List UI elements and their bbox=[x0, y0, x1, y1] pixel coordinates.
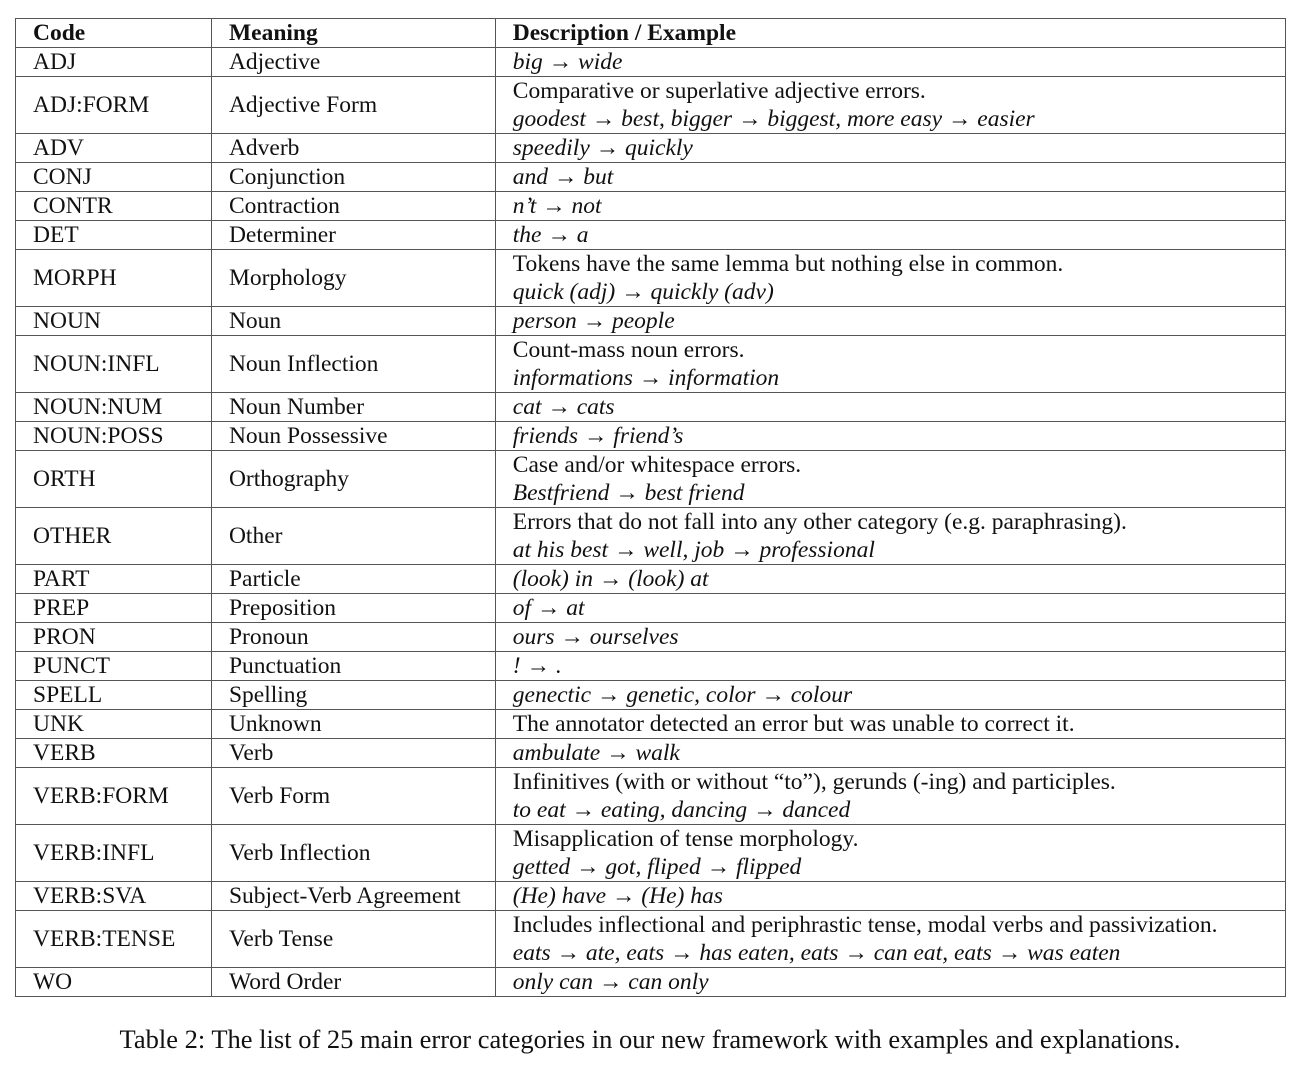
example-text: only can → can only bbox=[512, 969, 709, 995]
table-row bbox=[16, 422, 1286, 451]
cell-description bbox=[495, 77, 1285, 134]
cell-code: VERB:SVA bbox=[16, 882, 212, 911]
cell-code: WO bbox=[16, 968, 212, 997]
cell-code: VERB:FORM bbox=[16, 768, 212, 825]
cell-meaning: Unknown bbox=[211, 710, 495, 739]
cell-description bbox=[495, 768, 1285, 825]
table-row bbox=[16, 911, 1286, 968]
example-text: of → at bbox=[512, 595, 585, 621]
cell-meaning: Adjective bbox=[211, 48, 495, 77]
cell-code: MORPH bbox=[16, 250, 212, 307]
cell-meaning: Noun bbox=[211, 307, 495, 336]
example-text: person → people bbox=[512, 308, 675, 334]
table-row bbox=[16, 710, 1286, 739]
example-text: eats → ate, eats → has eaten, eats → can eat, eats → was eaten bbox=[512, 940, 1121, 966]
cell-code: PART bbox=[16, 565, 212, 594]
cell-meaning: Verb Form bbox=[211, 768, 495, 825]
cell-code: PUNCT bbox=[16, 652, 212, 681]
cell-code: UNK bbox=[16, 710, 212, 739]
cell-meaning: Particle bbox=[211, 565, 495, 594]
table-row bbox=[16, 250, 1286, 307]
table-row bbox=[16, 451, 1286, 508]
cell-code: ADV bbox=[16, 134, 212, 163]
table-row bbox=[16, 681, 1286, 710]
header-meaning: Meaning bbox=[211, 19, 495, 48]
table-row bbox=[16, 192, 1286, 221]
cell-description bbox=[495, 681, 1285, 710]
table-row bbox=[16, 77, 1286, 134]
cell-meaning: Morphology bbox=[211, 250, 495, 307]
table-row bbox=[16, 768, 1286, 825]
cell-code: PRON bbox=[16, 623, 212, 652]
cell-description bbox=[495, 565, 1285, 594]
table-row bbox=[16, 825, 1286, 882]
cell-description bbox=[495, 594, 1285, 623]
cell-description bbox=[495, 968, 1285, 997]
cell-code: CONTR bbox=[16, 192, 212, 221]
cell-meaning: Word Order bbox=[211, 968, 495, 997]
cell-code: DET bbox=[16, 221, 212, 250]
cell-meaning: Verb bbox=[211, 739, 495, 768]
header-code: Code bbox=[16, 19, 212, 48]
cell-description bbox=[495, 882, 1285, 911]
description-text: Infinitives (with or without “to”), gerunds (-ing) and participles. bbox=[512, 769, 1116, 795]
example-text: big → wide bbox=[512, 49, 623, 75]
description-text: Tokens have the same lemma but nothing else in common. bbox=[512, 251, 1064, 277]
example-text: the → a bbox=[512, 222, 589, 248]
table-row bbox=[16, 565, 1286, 594]
cell-meaning: Pronoun bbox=[211, 623, 495, 652]
cell-meaning: Subject-Verb Agreement bbox=[211, 882, 495, 911]
example-text: ! → . bbox=[512, 653, 562, 679]
table-row bbox=[16, 48, 1286, 77]
table-body bbox=[16, 48, 1286, 997]
table-row bbox=[16, 163, 1286, 192]
description-text: Includes inflectional and periphrastic tense, modal verbs and passivization. bbox=[512, 912, 1218, 938]
cell-code: NOUN:INFL bbox=[16, 336, 212, 393]
table-row bbox=[16, 221, 1286, 250]
cell-meaning: Spelling bbox=[211, 681, 495, 710]
cell-meaning: Preposition bbox=[211, 594, 495, 623]
cell-code: NOUN:POSS bbox=[16, 422, 212, 451]
table-caption: Table 2: The list of 25 main error categories in our new framework with examples and explanations. bbox=[119, 1024, 1181, 1054]
table-row bbox=[16, 336, 1286, 393]
example-text: genectic → genetic, color → colour bbox=[512, 682, 853, 708]
example-text: ambulate → walk bbox=[512, 740, 680, 766]
cell-description bbox=[495, 393, 1285, 422]
description-text: Misapplication of tense morphology. bbox=[512, 826, 859, 852]
example-text: speedily → quickly bbox=[512, 135, 693, 161]
error-categories-table bbox=[15, 18, 1286, 997]
example-text: at his best → well, job → professional bbox=[512, 537, 875, 563]
cell-description bbox=[495, 422, 1285, 451]
cell-code: NOUN bbox=[16, 307, 212, 336]
cell-description bbox=[495, 307, 1285, 336]
description-text: Case and/or whitespace errors. bbox=[512, 452, 802, 478]
example-text: and → but bbox=[512, 164, 614, 190]
cell-description bbox=[495, 336, 1285, 393]
cell-description bbox=[495, 163, 1285, 192]
cell-meaning: Punctuation bbox=[211, 652, 495, 681]
cell-meaning: Noun Number bbox=[211, 393, 495, 422]
cell-description bbox=[495, 825, 1285, 882]
cell-description bbox=[495, 652, 1285, 681]
cell-meaning: Adverb bbox=[211, 134, 495, 163]
example-text: friends → friend’s bbox=[512, 423, 684, 449]
example-text: Bestfriend → best friend bbox=[512, 480, 745, 506]
description-text: Errors that do not fall into any other category (e.g. paraphrasing). bbox=[512, 509, 1127, 535]
cell-description bbox=[495, 221, 1285, 250]
cell-meaning: Contraction bbox=[211, 192, 495, 221]
description-text: Comparative or superlative adjective errors. bbox=[512, 78, 926, 104]
cell-code: SPELL bbox=[16, 681, 212, 710]
cell-code: ADJ bbox=[16, 48, 212, 77]
cell-description bbox=[495, 623, 1285, 652]
cell-description bbox=[495, 250, 1285, 307]
cell-meaning: Verb Inflection bbox=[211, 825, 495, 882]
description-text: The annotator detected an error but was unable to correct it. bbox=[512, 711, 1075, 737]
cell-code: ORTH bbox=[16, 451, 212, 508]
table-row bbox=[16, 307, 1286, 336]
table-row bbox=[16, 508, 1286, 565]
example-text: informations → information bbox=[512, 365, 780, 391]
cell-meaning: Noun Inflection bbox=[211, 336, 495, 393]
cell-description bbox=[495, 134, 1285, 163]
example-text: to eat → eating, dancing → danced bbox=[512, 797, 851, 823]
example-text: n’t → not bbox=[512, 193, 602, 219]
cell-description bbox=[495, 48, 1285, 77]
cell-meaning: Conjunction bbox=[211, 163, 495, 192]
cell-meaning: Verb Tense bbox=[211, 911, 495, 968]
cell-code: CONJ bbox=[16, 163, 212, 192]
example-text: quick (adj) → quickly (adv) bbox=[512, 279, 774, 305]
description-text: Count-mass noun errors. bbox=[512, 337, 745, 363]
cell-description bbox=[495, 451, 1285, 508]
cell-description bbox=[495, 710, 1285, 739]
table-row bbox=[16, 393, 1286, 422]
header-description: Description / Example bbox=[495, 19, 1285, 48]
table-header-row bbox=[16, 19, 1286, 48]
cell-meaning: Noun Possessive bbox=[211, 422, 495, 451]
table-row bbox=[16, 134, 1286, 163]
cell-description bbox=[495, 508, 1285, 565]
cell-meaning: Other bbox=[211, 508, 495, 565]
cell-code: VERB bbox=[16, 739, 212, 768]
cell-description bbox=[495, 192, 1285, 221]
example-text: goodest → best, bigger → biggest, more easy → easier bbox=[512, 106, 1035, 132]
example-text: ours → ourselves bbox=[512, 624, 679, 650]
cell-meaning: Determiner bbox=[211, 221, 495, 250]
table-row bbox=[16, 594, 1286, 623]
cell-description bbox=[495, 911, 1285, 968]
cell-meaning: Adjective Form bbox=[211, 77, 495, 134]
example-text: getted → got, fliped → flipped bbox=[512, 854, 802, 880]
table-row bbox=[16, 739, 1286, 768]
example-text: (He) have → (He) has bbox=[512, 883, 723, 909]
table-row bbox=[16, 968, 1286, 997]
cell-meaning: Orthography bbox=[211, 451, 495, 508]
table-row bbox=[16, 652, 1286, 681]
cell-code: NOUN:NUM bbox=[16, 393, 212, 422]
cell-code: OTHER bbox=[16, 508, 212, 565]
cell-description bbox=[495, 739, 1285, 768]
cell-code: VERB:TENSE bbox=[16, 911, 212, 968]
example-text: (look) in → (look) at bbox=[512, 566, 709, 592]
cell-code: VERB:INFL bbox=[16, 825, 212, 882]
cell-code: PREP bbox=[16, 594, 212, 623]
table-row bbox=[16, 882, 1286, 911]
cell-code: ADJ:FORM bbox=[16, 77, 212, 134]
example-text: cat → cats bbox=[512, 394, 615, 420]
table-row bbox=[16, 623, 1286, 652]
